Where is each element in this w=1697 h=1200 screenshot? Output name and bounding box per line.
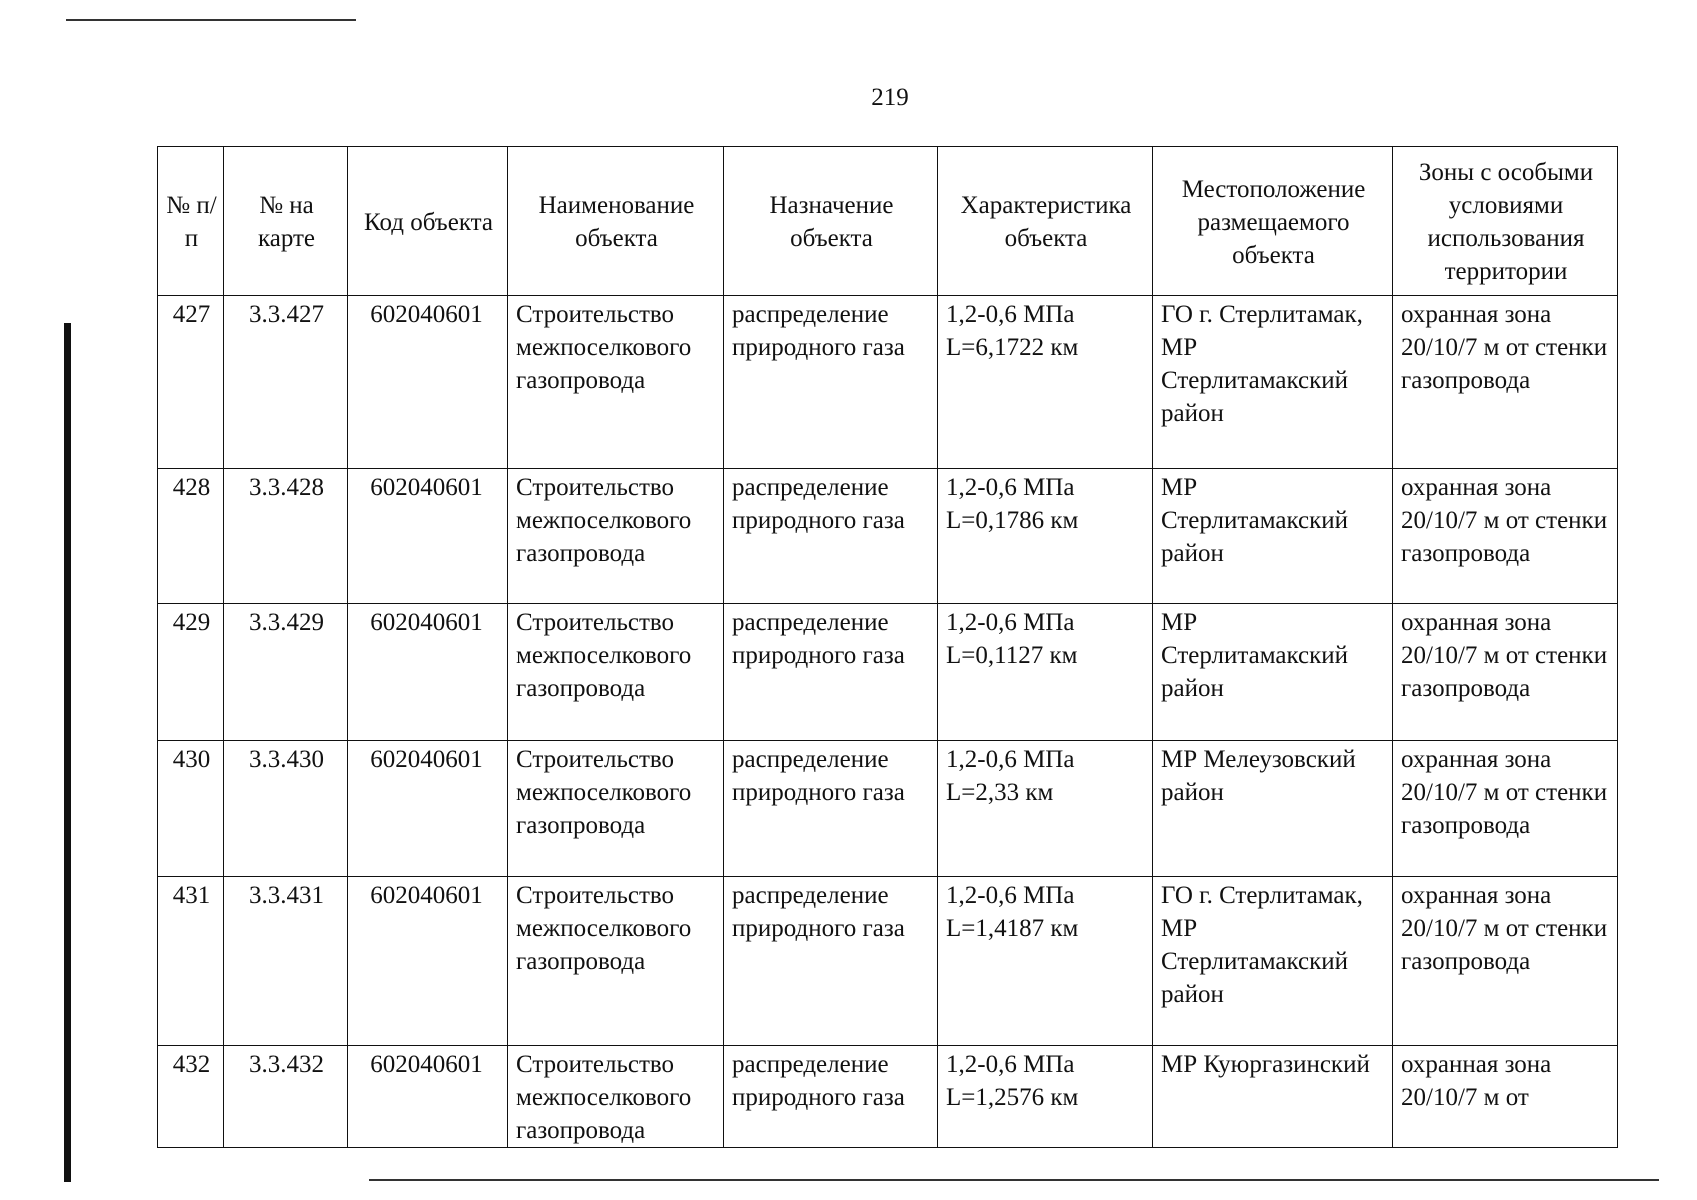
table-cell: 428 [158,469,224,604]
table-cell: 1,2-0,6 МПа L=1,4187 км [938,877,1153,1046]
header-cell: Наименование объекта [508,147,724,296]
table-cell: 1,2-0,6 МПа L=2,33 км [938,741,1153,877]
page-number: 219 [871,84,909,111]
table-cell: 602040601 [348,1046,508,1148]
table-cell: Строительство межпоселкового газопровода [508,877,724,1046]
table-cell: 1,2-0,6 МПа L=0,1786 км [938,469,1153,604]
table-row [158,296,1618,469]
objects-table [157,146,1618,1148]
table-cell: 3.3.427 [224,296,348,469]
table-row [158,741,1618,877]
table-cell: 1,2-0,6 МПа L=0,1127 км [938,604,1153,741]
table-cell: 429 [158,604,224,741]
header-cell: Код объекта [348,147,508,296]
header-cell: Местоположение размещаемого объекта [1153,147,1393,296]
scan-edge-bar [64,323,71,1182]
table-row [158,1046,1618,1148]
table-cell: 430 [158,741,224,877]
table-cell: Строительство межпоселкового газопровода [508,296,724,469]
table-cell: МР Мелеузовский район [1153,741,1393,877]
table-cell: 427 [158,296,224,469]
bottom-rule [369,1179,1659,1181]
table-cell: распределение природного газа [724,604,938,741]
table-cell: ГО г. Стерлитамак, МР Стерлитамакский район [1153,877,1393,1046]
header-cell: № п/п [158,147,224,296]
table-cell: МР Стерлитамакский район [1153,469,1393,604]
table-row [158,877,1618,1046]
table-cell: 602040601 [348,296,508,469]
table-cell: 431 [158,877,224,1046]
table-cell: охранная зона 20/10/7 м от стенки газопровода [1393,296,1618,469]
table-cell: охранная зона 20/10/7 м от стенки газопровода [1393,877,1618,1046]
table-cell: МР Стерлитамакский район [1153,604,1393,741]
table-cell: 3.3.429 [224,604,348,741]
table-cell: распределение природного газа [724,877,938,1046]
table-cell: МР Куюргазинский [1153,1046,1393,1148]
table-cell: Строительство межпоселкового газопровода [508,1046,724,1148]
table-cell: охранная зона 20/10/7 м от стенки газопровода [1393,741,1618,877]
table-cell: распределение природного газа [724,1046,938,1148]
table-cell: распределение природного газа [724,296,938,469]
table-cell: распределение природного газа [724,469,938,604]
top-rule [66,19,356,21]
table-cell: 602040601 [348,741,508,877]
header-cell: Назначение объекта [724,147,938,296]
table-cell: охранная зона 20/10/7 м от [1393,1046,1618,1148]
table-cell: ГО г. Стерлитамак, МР Стерлитамакский район [1153,296,1393,469]
table-cell: распределение природного газа [724,741,938,877]
header-row [158,147,1618,296]
table-cell: 3.3.432 [224,1046,348,1148]
table-cell: 3.3.428 [224,469,348,604]
table-cell: 3.3.430 [224,741,348,877]
table-cell: Строительство межпоселкового газопровода [508,469,724,604]
table-row [158,604,1618,741]
table-cell: 602040601 [348,469,508,604]
table-cell: 602040601 [348,877,508,1046]
table-cell: охранная зона 20/10/7 м от стенки газопровода [1393,469,1618,604]
table-row [158,469,1618,604]
header-cell: № на карте [224,147,348,296]
header-cell: Характеристика объекта [938,147,1153,296]
table-cell: 3.3.431 [224,877,348,1046]
table-cell: 1,2-0,6 МПа L=1,2576 км [938,1046,1153,1148]
table-cell: 1,2-0,6 МПа L=6,1722 км [938,296,1153,469]
table-cell: 432 [158,1046,224,1148]
table-cell: охранная зона 20/10/7 м от стенки газопровода [1393,604,1618,741]
table-cell: 602040601 [348,604,508,741]
table-cell: Строительство межпоселкового газопровода [508,604,724,741]
table-cell: Строительство межпоселкового газопровода [508,741,724,877]
header-cell: Зоны с особыми условиями использования территории [1393,147,1618,296]
